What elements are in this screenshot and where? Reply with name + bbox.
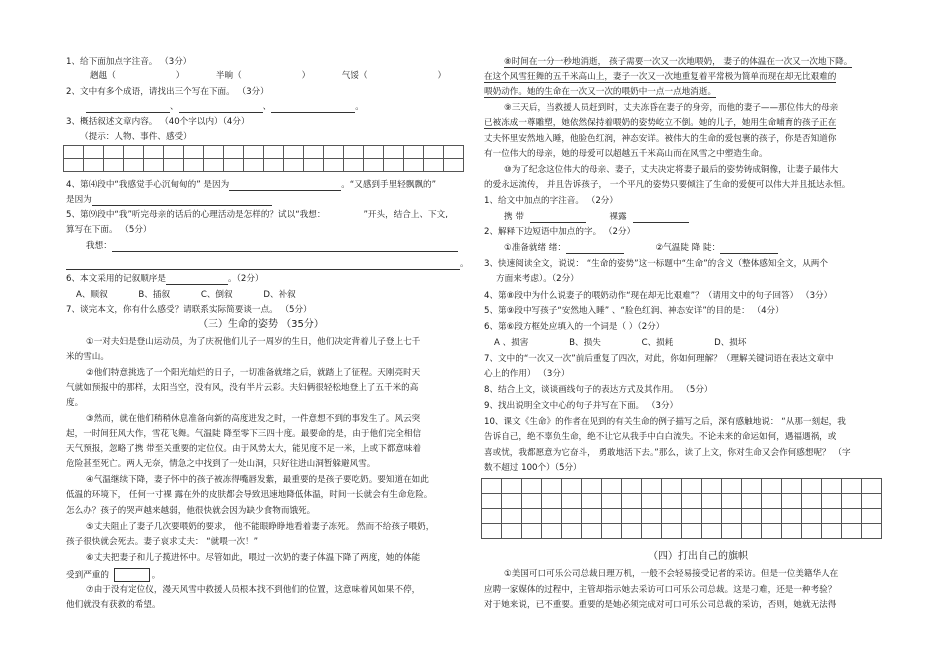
grid-cell[interactable] (482, 509, 502, 524)
grid-cell[interactable] (602, 524, 622, 539)
grid-cell[interactable] (502, 524, 522, 539)
grid-cell[interactable] (782, 494, 802, 509)
grid-cell[interactable] (642, 524, 662, 539)
grid-cell[interactable] (682, 479, 702, 494)
grid-cell[interactable] (482, 479, 502, 494)
grid-cell[interactable] (84, 146, 104, 159)
grid-cell[interactable] (502, 479, 522, 494)
grid-cell[interactable] (324, 146, 344, 159)
grid-cell[interactable] (662, 509, 682, 524)
grid-cell[interactable] (364, 146, 384, 159)
grid-cell[interactable] (842, 524, 862, 539)
grid-cell[interactable] (822, 494, 842, 509)
r-q2-prompt: 2、解释下边短语中加点的字。 （2分） (484, 227, 636, 237)
grid-row (64, 159, 464, 172)
grid-cell[interactable] (164, 159, 184, 172)
grid-cell[interactable] (522, 494, 542, 509)
grid-cell[interactable] (542, 524, 562, 539)
grid-cell[interactable] (104, 146, 124, 159)
grid-cell[interactable] (582, 524, 602, 539)
grid-cell[interactable] (204, 159, 224, 172)
grid-cell[interactable] (204, 146, 224, 159)
grid-cell[interactable] (742, 494, 762, 509)
grid-cell[interactable] (762, 494, 782, 509)
grid-cell[interactable] (722, 524, 742, 539)
r-q3-prompt: 3、快速阅读全文，说说： “生命的姿势”这一标题中“生命”的含义（整体感知全文，从两个 (484, 259, 828, 269)
grid-cell[interactable] (542, 494, 562, 509)
grid-cell[interactable] (444, 159, 464, 172)
grid-cell[interactable] (164, 146, 184, 159)
r-q4-prompt: 4、第⑧段中为什么说妻子的喂奶动作“现在却无比艰难”？（请用文中的句子回答） （3分） (484, 291, 833, 301)
q3-prompt: 3、概括叙述文章内容。 （40个字以内）（4分） (66, 117, 250, 127)
grid-cell[interactable] (842, 479, 862, 494)
grid-cell[interactable] (84, 159, 104, 172)
grid-cell[interactable] (722, 479, 742, 494)
grid-cell[interactable] (642, 509, 662, 524)
grid-cell[interactable] (482, 494, 502, 509)
grid-cell[interactable] (224, 159, 244, 172)
grid-cell[interactable] (862, 524, 882, 539)
grid-cell[interactable] (502, 494, 522, 509)
grid-cell[interactable] (424, 159, 444, 172)
grid-cell[interactable] (702, 509, 722, 524)
grid-cell[interactable] (244, 159, 264, 172)
grid-cell[interactable] (64, 146, 84, 159)
grid-cell[interactable] (582, 494, 602, 509)
grid-cell[interactable] (304, 159, 324, 172)
grid-cell[interactable] (642, 494, 662, 509)
grid-cell[interactable] (802, 524, 822, 539)
grid-cell[interactable] (742, 524, 762, 539)
r-q6-prompt: 6、第⑥段方框处应填入的一个词是（ ）（2分） (484, 322, 665, 332)
grid-cell[interactable] (742, 509, 762, 524)
grid-cell[interactable] (444, 146, 464, 159)
r-q10-prompt: 10、课文《生命》的作者在见到的有关生命的例子描写之后，深有感触地说： “从那一刻起，我 (484, 417, 846, 427)
grid-cell[interactable] (822, 509, 842, 524)
grid-cell[interactable] (502, 509, 522, 524)
grid-cell[interactable] (702, 479, 722, 494)
grid-cell[interactable] (264, 159, 284, 172)
grid-cell[interactable] (722, 509, 742, 524)
grid-cell[interactable] (344, 159, 364, 172)
q5-answer-line[interactable]: 我想： (86, 240, 458, 252)
grid-cell[interactable] (782, 509, 802, 524)
grid-cell[interactable] (124, 146, 144, 159)
grid-cell[interactable] (642, 479, 662, 494)
grid-cell[interactable] (842, 509, 862, 524)
grid-cell[interactable] (722, 494, 742, 509)
grid-cell[interactable] (482, 524, 502, 539)
r-q10-prompt-3: 喜或忧，我都愿意为它奋斗， 勇敢地活下去。”那么，读了上文，你对生命又会作何感想呢？ （字 (484, 448, 851, 458)
grid-row (482, 509, 882, 524)
grid-cell[interactable] (144, 159, 164, 172)
grid-cell[interactable] (822, 479, 842, 494)
grid-row (482, 479, 882, 494)
grid-cell[interactable] (762, 479, 782, 494)
grid-cell[interactable] (802, 479, 822, 494)
grid-cell[interactable] (344, 146, 364, 159)
q5-prompt-2: 算写在下面。 （5分） (66, 225, 152, 235)
q1-words: 趔趄（ ） 半晌（ ） 气馁（ ） (90, 71, 447, 81)
q4-prompt: 4、第⑷段中“我感觉手心沉甸甸的” 是因为 。“又感到手里轻飘飘的” (66, 180, 437, 190)
r-q1-words[interactable]: 携 带 裸露 (504, 211, 689, 223)
grid-cell[interactable] (862, 509, 882, 524)
grid-cell[interactable] (682, 509, 702, 524)
q6-options: A、顺叙 B、插叙 C、倒叙 D、补叙 (76, 290, 296, 300)
q4-prompt-2: 是因为 (66, 194, 272, 206)
grid-cell[interactable] (582, 479, 602, 494)
grid-cell[interactable] (862, 494, 882, 509)
grid-cell[interactable] (124, 159, 144, 172)
grid-cell[interactable] (662, 479, 682, 494)
q2-prompt: 2、文中有多个成语，请找出三个写在下面。 （3分） (66, 87, 269, 97)
grid-row (482, 494, 882, 509)
grid-cell[interactable] (562, 524, 582, 539)
grid-cell[interactable] (144, 146, 164, 159)
r-q9-prompt: 9、找出说明全文中心的句子并写在下面。 （3分） (484, 401, 679, 411)
q5-prompt: 5、第⑼段中“我”听完母亲的话后的心理活动是怎样的？试以“我想： ”开头，结合上、下文, (66, 210, 448, 220)
r-q8-prompt: 8、结合上文，谈谈画线句子的表达方式及其作用。 （5分） (484, 385, 713, 395)
grid-cell[interactable] (224, 146, 244, 159)
grid-cell[interactable] (702, 494, 722, 509)
fill-in-box[interactable] (114, 568, 150, 582)
grid-cell[interactable] (682, 524, 702, 539)
grid-cell[interactable] (782, 524, 802, 539)
grid-cell[interactable] (822, 524, 842, 539)
r-q5-prompt: 5、第⑨段中写孩子“安然地入睡” 、“脸色红润、神态安详”的目的是： （4分） (484, 306, 784, 316)
grid-cell[interactable] (622, 494, 642, 509)
q10-writing-grid[interactable] (481, 478, 882, 539)
grid-row (482, 524, 882, 539)
grid-cell[interactable] (184, 159, 204, 172)
grid-cell[interactable] (662, 494, 682, 509)
grid-cell[interactable] (782, 479, 802, 494)
grid-cell[interactable] (284, 159, 304, 172)
grid-cell[interactable] (802, 509, 822, 524)
grid-cell[interactable] (622, 524, 642, 539)
grid-cell[interactable] (562, 509, 582, 524)
grid-cell[interactable] (622, 479, 642, 494)
grid-cell[interactable] (184, 146, 204, 159)
r-q10-prompt-4: 数不超过 100个）（5分） (484, 463, 582, 473)
grid-cell[interactable] (324, 159, 344, 172)
grid-cell[interactable] (104, 159, 124, 172)
grid-cell[interactable] (384, 159, 404, 172)
r-q10-prompt-2: 告诉自己，绝不辜负生命，绝不让它从我手中白白流失。不论未来的命运如何，遇福遇祸，或 (484, 432, 837, 442)
grid-cell[interactable] (64, 159, 84, 172)
section-3-title: （三）生命的姿势 （35分） (198, 319, 324, 330)
grid-cell[interactable] (304, 146, 324, 159)
r-q7-prompt: 7、文中的“一次又一次”前后重复了四次，对此，你如何理解？（理解关键词语在表达文章中 (484, 354, 834, 364)
grid-cell[interactable] (522, 509, 542, 524)
q5-answer-line-2[interactable]: 。 (66, 258, 469, 270)
r-q1-prompt: 1、给文中加点的字注音。 （2分） (484, 196, 618, 206)
grid-cell[interactable] (364, 159, 384, 172)
q1-prompt: 1、给下面加点字注音。 （3分） (66, 57, 192, 67)
grid-cell[interactable] (602, 479, 622, 494)
grid-cell[interactable] (542, 479, 562, 494)
q2-answer-lines[interactable]: 、 、 。 (86, 101, 364, 113)
grid-row (64, 146, 464, 159)
grid-cell[interactable] (562, 494, 582, 509)
grid-cell[interactable] (842, 494, 862, 509)
grid-cell[interactable] (284, 146, 304, 159)
grid-cell[interactable] (742, 479, 762, 494)
grid-cell[interactable] (602, 494, 622, 509)
grid-cell[interactable] (682, 494, 702, 509)
grid-cell[interactable] (404, 159, 424, 172)
grid-cell[interactable] (582, 509, 602, 524)
grid-cell[interactable] (622, 509, 642, 524)
q3-writing-grid[interactable] (63, 145, 464, 172)
grid-cell[interactable] (244, 146, 264, 159)
grid-cell[interactable] (862, 479, 882, 494)
grid-cell[interactable] (662, 524, 682, 539)
grid-cell[interactable] (602, 509, 622, 524)
r-q6-options: A 、损害 B、损失 C、损耗 D、损坏 (494, 338, 747, 348)
grid-cell[interactable] (404, 146, 424, 159)
q6-prompt: 6、本文采用的记叙顺序是 。（2分） (66, 274, 264, 284)
q3-hint: （提示：人物、事件、感受） (80, 132, 192, 142)
q7-prompt: 7、谈完本文，你有什么感受？请联系实际简要谈一点。 （5分） (66, 305, 312, 315)
grid-cell[interactable] (562, 479, 582, 494)
grid-cell[interactable] (702, 524, 722, 539)
r-q7-prompt-2: 心上的作用） （3分） (484, 369, 570, 379)
grid-cell[interactable] (522, 524, 542, 539)
r-q3-prompt-2: 方面来考虑）。（2分） (496, 274, 579, 284)
grid-cell[interactable] (522, 479, 542, 494)
r-q2-items[interactable]: ①准备就绪 绪： ②气温陡 降 陡： (504, 242, 778, 254)
grid-cell[interactable] (762, 509, 782, 524)
grid-cell[interactable] (424, 146, 444, 159)
section-4-title: （四）打出自己的旗帜 (648, 551, 748, 562)
grid-cell[interactable] (384, 146, 404, 159)
grid-cell[interactable] (762, 524, 782, 539)
grid-cell[interactable] (542, 509, 562, 524)
grid-cell[interactable] (802, 494, 822, 509)
grid-cell[interactable] (264, 146, 284, 159)
